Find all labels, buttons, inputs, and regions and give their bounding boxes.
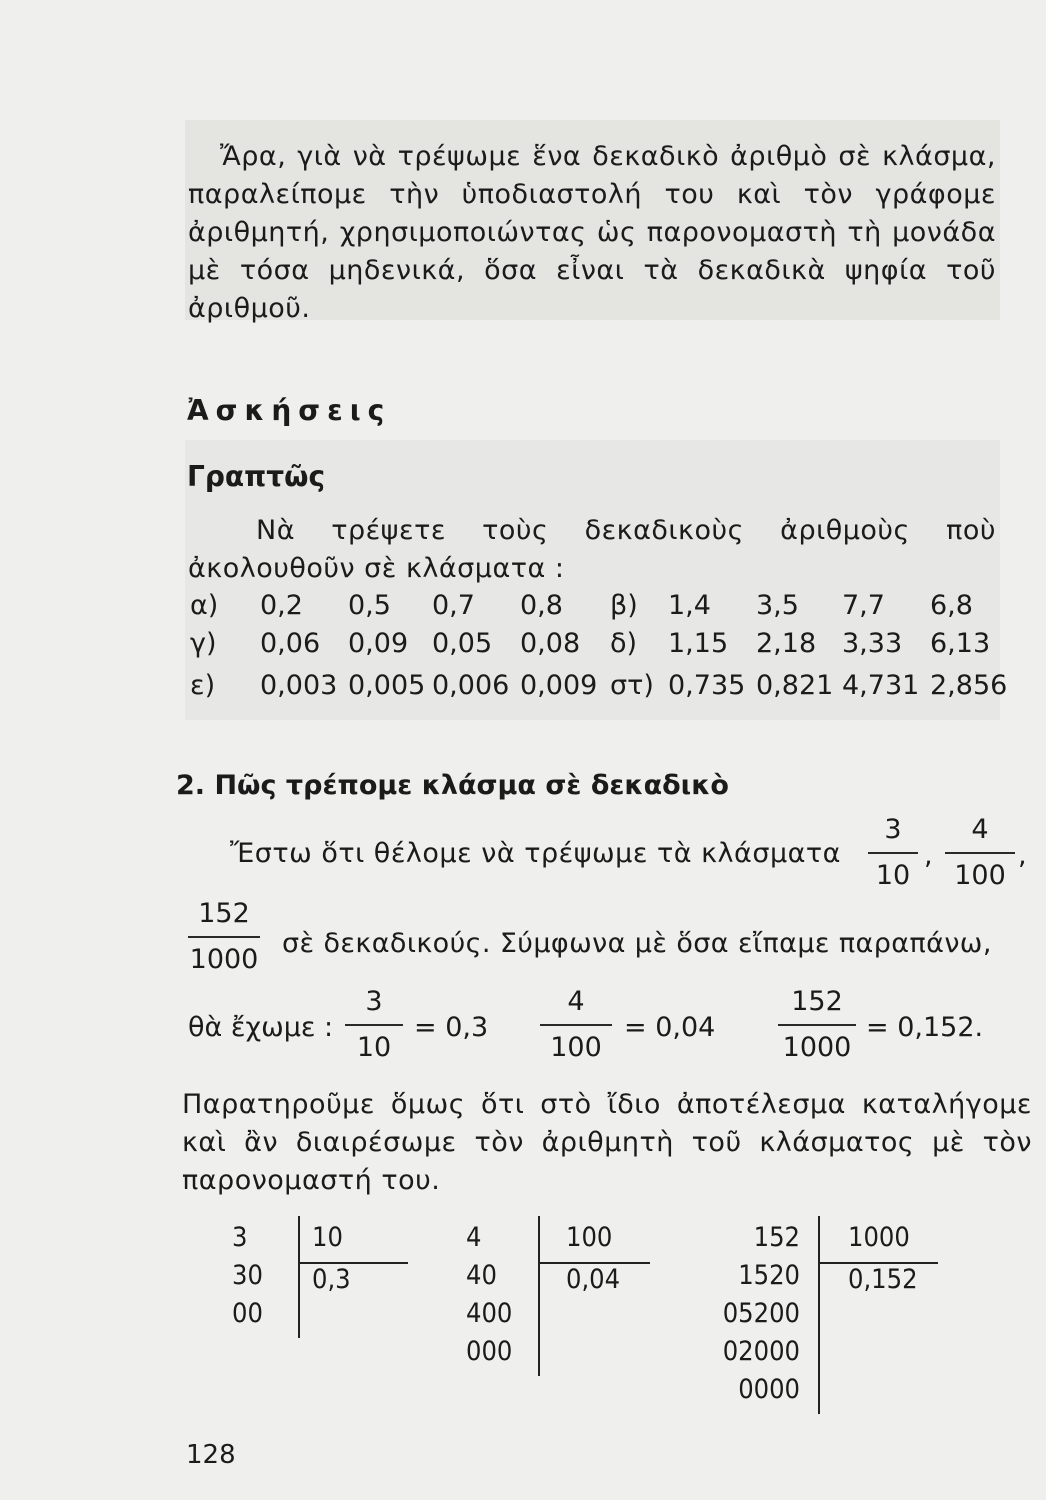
fraction-inline [945,814,1015,892]
exercise-value: 0,7 [432,590,475,621]
equals-result: = 0,152. [866,1012,984,1043]
fraction-equation [345,986,403,1064]
exercise-value: 0,5 [348,590,391,621]
intro-paragraph: Ἄρα, γιὰ νὰ τρέψωμε ἕνα δεκαδικὸ ἀριθμὸ σὲ κλάσμα, παραλείπομε τὴν ὑποδιαστολή του καὶ τὸν γράφομε ἀριθμητή, χρησιμοποιώντας ὡς παρονομαστὴ τὴ μονάδα μὲ τόσα μηδενικά, ὅσα εἶναι τὰ δεκαδικὰ ψηφία τοῦ ἀριθμοῦ. [188,141,996,324]
exercise-label: στ) [610,670,654,701]
exercise-value: 0,821 [756,670,834,701]
exercise-value: 0,735 [668,670,746,701]
exercises-heading: Ἀσκήσεις [187,394,392,427]
division-step: 4 [466,1222,482,1253]
written-heading: Γραπτῶς [187,460,326,493]
section-heading: 2. Πῶς τρέπομε κλάσμα σὲ δεκαδικὸ [176,770,729,801]
fraction-denominator: 10 [875,860,911,891]
exercise-instruction: Νὰ τρέψετε τοὺς δεκαδικοὺς ἀριθμοὺς ποὺ ἀκολουθοῦν σὲ κλάσματα : [188,515,996,584]
fraction-bar [345,1024,403,1026]
fraction-denominator: 100 [550,1032,602,1063]
division-quotient: 0,3 [312,1264,351,1295]
exercise-value: 7,7 [842,590,885,621]
division-step: 0000 [738,1374,800,1405]
fraction-bar [868,852,918,854]
exercise-value: 0,006 [432,670,510,701]
observation-paragraph: Παρατηροῦμε ὅμως ὅτι στὸ ἴδιο ἀποτέλεσμα καταλήγομε καὶ ἂν διαιρέσωμε τὸν ἀριθμητὴ τοῦ κλάσματος μὲ τὸν παρονομαστή του. [182,1089,1032,1196]
fraction-denominator: 100 [954,860,1006,891]
division-horizontal-rule [538,1262,650,1264]
division-step: 3 [232,1222,248,1253]
division-quotient: 0,152 [848,1264,918,1295]
division-step: 152 [753,1222,800,1253]
to-decimals-text: σὲ δεκαδικούς. Σύμφωνα μὲ ὅσα εἴπαμε παραπάνω, [282,928,992,959]
fraction-numerator: 152 [198,898,250,929]
equals-result: = 0,3 [414,1012,489,1043]
page-number: 128 [186,1440,236,1470]
exercise-value: 6,13 [930,628,991,659]
division-horizontal-rule [298,1262,408,1264]
division-divisor: 100 [566,1222,613,1253]
division-step: 1520 [738,1260,800,1291]
exercise-value: 0,2 [260,590,303,621]
fraction-bar [945,852,1015,854]
division-step: 05200 [722,1298,800,1329]
exercise-value: 0,8 [520,590,563,621]
division-step: 00 [232,1298,263,1329]
division-step: 40 [466,1260,497,1291]
exercise-value: 1,4 [668,590,711,621]
fraction-numerator: 3 [884,814,902,845]
division-step: 400 [466,1298,513,1329]
exercise-value: 3,33 [842,628,903,659]
exercise-label: γ) [190,628,217,659]
exercise-label: α) [190,590,219,621]
fraction-numerator: 4 [567,986,585,1017]
we-have-text: θὰ ἔχωμε : [188,1012,334,1043]
division-divisor: 10 [312,1222,343,1253]
fraction-denominator: 10 [356,1032,392,1063]
division-step: 02000 [722,1336,800,1367]
exercise-value: 3,5 [756,590,799,621]
division-step: 30 [232,1260,263,1291]
section-intro: Ἔστω ὅτι θέλομε νὰ τρέψωμε τὰ κλάσματα [230,838,841,869]
exercise-label: β) [610,590,638,621]
fraction-numerator: 4 [971,814,989,845]
exercise-value: 1,15 [668,628,729,659]
fraction-inline [188,898,260,976]
fraction-numerator: 3 [365,986,383,1017]
division-divisor: 1000 [848,1222,910,1253]
division-vertical-rule [538,1216,540,1376]
exercise-value: 0,09 [348,628,409,659]
division-horizontal-rule [818,1262,938,1264]
exercise-value: 2,856 [930,670,1008,701]
fraction-equation [778,986,856,1064]
exercise-value: 0,009 [520,670,598,701]
exercise-label: ε) [190,670,216,701]
fraction-bar [540,1024,612,1026]
fraction-separator: , [924,840,933,871]
exercise-value: 0,003 [260,670,338,701]
exercise-value: 6,8 [930,590,973,621]
fraction-separator: , [1018,840,1027,871]
fraction-denominator: 1000 [782,1032,852,1063]
exercise-value: 0,005 [348,670,426,701]
exercise-value: 0,08 [520,628,581,659]
fraction-numerator: 152 [791,986,843,1017]
exercise-value: 0,05 [432,628,493,659]
division-step: 000 [466,1336,513,1367]
fraction-inline [868,814,918,892]
fraction-bar [188,936,260,938]
division-vertical-rule [298,1216,300,1338]
fraction-equation [540,986,612,1064]
division-quotient: 0,04 [566,1264,621,1295]
fraction-bar [778,1024,856,1026]
exercise-value: 0,06 [260,628,321,659]
exercise-value: 2,18 [756,628,817,659]
division-vertical-rule [818,1216,820,1414]
equals-result: = 0,04 [624,1012,716,1043]
exercise-label: δ) [610,628,638,659]
fraction-denominator: 1000 [189,944,259,975]
exercise-value: 4,731 [842,670,920,701]
